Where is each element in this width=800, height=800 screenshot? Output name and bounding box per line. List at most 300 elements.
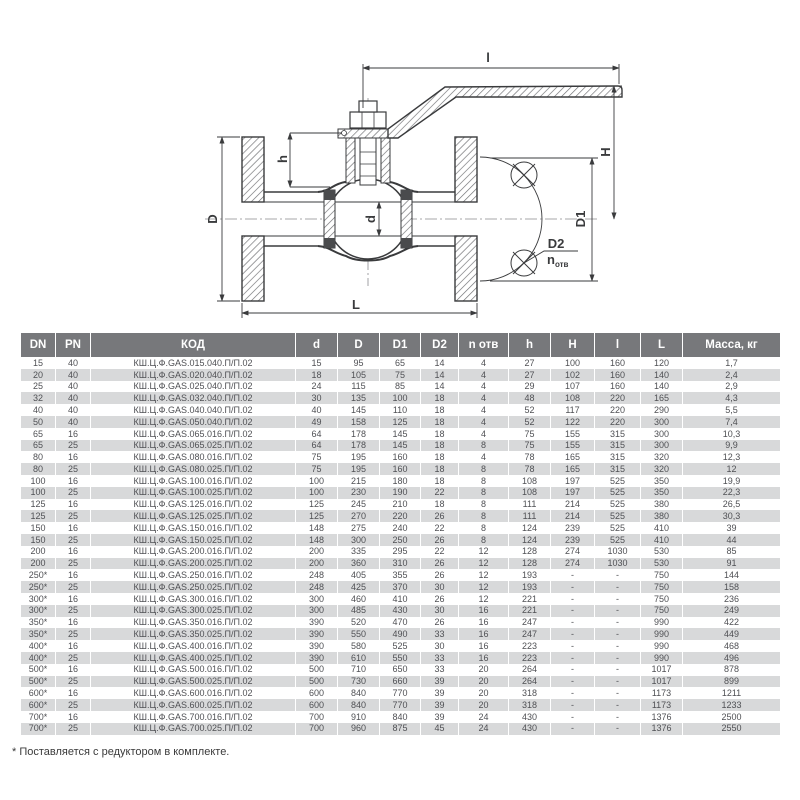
cell: 990 [641,652,683,664]
cell: 140 [641,369,683,381]
cell: 52 [509,404,551,416]
cell: 370 [380,581,421,593]
cell: 122 [551,416,595,428]
cell: 160 [595,357,641,369]
cell: 16 [56,687,91,699]
cell: 300 [296,605,338,617]
cell: 500 [296,664,338,676]
cell: 19,9 [683,475,781,487]
cell: КШ.Ц.Ф.GAS.300.016.П/П.02 [91,593,296,605]
cell: 16 [459,605,509,617]
cell: 124 [509,522,551,534]
cell: 102 [551,369,595,381]
cell: 750 [641,581,683,593]
cell: 250* [21,581,56,593]
cell: 2500 [683,711,781,723]
cell: 128 [509,558,551,570]
cell: 4 [459,416,509,428]
cell: 350* [21,628,56,640]
cell: 24 [459,723,509,735]
label-D2: D2 [547,236,565,251]
cell: 7,4 [683,416,781,428]
cell: 750 [641,569,683,581]
cell: - [595,581,641,593]
cell: 360 [338,558,380,570]
cell: 8 [459,534,509,546]
cell: 315 [595,463,641,475]
cell: 770 [380,687,421,699]
cell: 100 [296,475,338,487]
cell: 64 [296,428,338,440]
cell: 248 [296,581,338,593]
cell: 275 [338,522,380,534]
column-header: Масса, кг [683,333,781,357]
cell: - [595,723,641,735]
cell: 550 [338,628,380,640]
cell: 140 [641,381,683,393]
cell: 16 [56,522,91,534]
cell: 197 [551,475,595,487]
cell: 295 [380,546,421,558]
cell: 15 [21,357,56,369]
cell: КШ.Ц.Ф.GAS.040.040.П/П.02 [91,404,296,416]
cell: 470 [380,617,421,629]
cell: 135 [338,392,380,404]
cell: 30 [421,605,459,617]
cell: - [551,664,595,676]
cell: 530 [641,558,683,570]
cell: КШ.Ц.Ф.GAS.350.025.П/П.02 [91,628,296,640]
column-header: КОД [91,333,296,357]
cell: 210 [380,499,421,511]
cell: 4 [459,428,509,440]
cell: 4 [459,381,509,393]
label-D1: D1 [573,210,588,228]
cell: 410 [380,593,421,605]
cell: КШ.Ц.Ф.GAS.500.016.П/П.02 [91,664,296,676]
cell: 500* [21,664,56,676]
cell: 410 [641,534,683,546]
cell: 335 [338,546,380,558]
cell: КШ.Ц.Ф.GAS.020.040.П/П.02 [91,369,296,381]
cell: 25 [56,605,91,617]
cell: 193 [509,581,551,593]
cell: 26 [421,617,459,629]
cell: 430 [509,723,551,735]
cell: 117 [551,404,595,416]
cell: 100 [551,357,595,369]
cell: 25 [56,581,91,593]
cell: 200 [296,546,338,558]
cell: 64 [296,440,338,452]
cell: 18 [296,369,338,381]
cell: КШ.Ц.Ф.GAS.065.025.П/П.02 [91,440,296,452]
cell: 239 [551,534,595,546]
cell: 16 [459,652,509,664]
cell: 12,3 [683,451,781,463]
cell: КШ.Ц.Ф.GAS.500.025.П/П.02 [91,676,296,688]
table-row [21,593,781,605]
cell: 400* [21,652,56,664]
cell: 264 [509,664,551,676]
cell: 248 [296,569,338,581]
cell: 910 [338,711,380,723]
cell: КШ.Ц.Ф.GAS.150.025.П/П.02 [91,534,296,546]
cell: КШ.Ц.Ф.GAS.125.025.П/П.02 [91,510,296,522]
cell: 1017 [641,664,683,676]
table-row [21,369,781,381]
cell: 4 [459,357,509,369]
label-d: d [363,215,378,223]
cell: КШ.Ц.Ф.GAS.080.025.П/П.02 [91,463,296,475]
dimensions-table-wrap [20,333,780,735]
table-body [21,357,781,735]
cell: 310 [380,558,421,570]
cell: КШ.Ц.Ф.GAS.025.040.П/П.02 [91,381,296,393]
cell: 610 [338,652,380,664]
cell: 75 [380,369,421,381]
table-row [21,487,781,499]
cell: 249 [683,605,781,617]
cell: 39 [421,699,459,711]
cell: 8 [459,463,509,475]
cell: 80 [21,463,56,475]
cell: - [551,605,595,617]
footnote: * Поставляется с редуктором в комплекте. [12,746,230,758]
cell: 840 [380,711,421,723]
cell: 128 [509,546,551,558]
label-L: L [352,297,360,312]
cell: 30 [421,640,459,652]
cell: 33 [421,628,459,640]
cell: 165 [641,392,683,404]
cell: 125 [296,499,338,511]
cell: 600* [21,687,56,699]
column-header: l [595,333,641,357]
cell: - [551,628,595,640]
cell: 315 [595,440,641,452]
cell: 240 [380,522,421,534]
cell: 315 [595,451,641,463]
cell: 200 [21,546,56,558]
table-row [21,687,781,699]
cell: 250* [21,569,56,581]
label-H: H [598,147,613,157]
table-row [21,723,781,735]
cell: 350* [21,617,56,629]
cell: 18 [421,428,459,440]
cell: 26,5 [683,499,781,511]
cell: 390 [296,617,338,629]
cell: 1173 [641,687,683,699]
cell: 108 [551,392,595,404]
cell: 16 [56,546,91,558]
cell: КШ.Ц.Ф.GAS.032.040.П/П.02 [91,392,296,404]
cell: 39 [421,687,459,699]
cell: 990 [641,628,683,640]
cell: 125 [380,416,421,428]
cell: 120 [641,357,683,369]
cell: 26 [421,510,459,522]
cell: 1173 [641,699,683,711]
cell: 115 [338,381,380,393]
cell: - [551,593,595,605]
table-row [21,711,781,723]
cell: 12 [459,593,509,605]
cell: 2,4 [683,369,781,381]
cell: 50 [21,416,56,428]
cell: 840 [338,687,380,699]
table-row [21,522,781,534]
column-header: D1 [380,333,421,357]
cell: 48 [509,392,551,404]
cell: 700 [296,711,338,723]
cell: 100 [296,487,338,499]
cell: 1,7 [683,357,781,369]
cell: 158 [338,416,380,428]
table-row [21,451,781,463]
cell: КШ.Ц.Ф.GAS.065.016.П/П.02 [91,428,296,440]
left-flange [242,137,264,202]
cell: 22 [421,522,459,534]
cell: 12 [459,569,509,581]
cell: 700* [21,723,56,735]
cell: 25 [56,440,91,452]
cell: 16 [56,428,91,440]
cell: 33 [421,652,459,664]
cell: 160 [595,381,641,393]
cell: 8 [459,510,509,522]
cell: КШ.Ц.Ф.GAS.080.016.П/П.02 [91,451,296,463]
cell: 12 [459,546,509,558]
cell: - [595,687,641,699]
cell: 25 [56,558,91,570]
cell: 30,3 [683,510,781,522]
cell: 270 [338,510,380,522]
cell: 239 [551,522,595,534]
cell: 178 [338,428,380,440]
cell: 230 [338,487,380,499]
cell: - [595,676,641,688]
cell: КШ.Ц.Ф.GAS.050.040.П/П.02 [91,416,296,428]
cell: 1030 [595,546,641,558]
cell: КШ.Ц.Ф.GAS.100.016.П/П.02 [91,475,296,487]
cell: - [551,569,595,581]
cell: 214 [551,499,595,511]
cell: 380 [641,510,683,522]
cell: 125 [21,499,56,511]
cell: 221 [509,605,551,617]
cell: 700* [21,711,56,723]
cell: 320 [641,451,683,463]
label-l: l [486,50,490,65]
cell: 525 [595,510,641,522]
cell: 195 [338,463,380,475]
cell: 16 [56,451,91,463]
table-header-row [21,333,781,357]
stem-nut [350,112,386,128]
cell: КШ.Ц.Ф.GAS.100.025.П/П.02 [91,487,296,499]
cell: 78 [509,451,551,463]
table-row [21,617,781,629]
cell: 16 [56,475,91,487]
cell: 40 [296,404,338,416]
cell: 22,3 [683,487,781,499]
table-row [21,546,781,558]
cell: 600 [296,699,338,711]
table-row [21,404,781,416]
table-row [21,640,781,652]
cell: 16 [459,628,509,640]
cell: 145 [380,440,421,452]
cell: 25 [56,676,91,688]
cell: 40 [56,416,91,428]
cell: 25 [56,652,91,664]
cell: 1211 [683,687,781,699]
cell: 600* [21,699,56,711]
cell: 26 [421,558,459,570]
cell: 525 [595,487,641,499]
cell: 18 [421,451,459,463]
cell: 18 [421,404,459,416]
cell: 422 [683,617,781,629]
cell: 26 [421,534,459,546]
cell: 25 [56,723,91,735]
cell: КШ.Ц.Ф.GAS.600.016.П/П.02 [91,687,296,699]
cell: - [595,711,641,723]
column-header: PN [56,333,91,357]
cell: 197 [551,487,595,499]
column-header: L [641,333,683,357]
cell: 39 [421,711,459,723]
cell: 124 [509,534,551,546]
cell: 200 [21,558,56,570]
column-header: D2 [421,333,459,357]
cell: 108 [509,487,551,499]
cell: 220 [595,404,641,416]
cell: 300 [641,428,683,440]
cell: 20 [459,676,509,688]
stem-housing [346,138,355,183]
cell: 30 [421,581,459,593]
cell: 990 [641,640,683,652]
cell: 16 [459,640,509,652]
cell: 700 [296,723,338,735]
cell: 220 [595,392,641,404]
cell: 350 [641,487,683,499]
cell: 520 [338,617,380,629]
cell: 148 [296,522,338,534]
dimensions-table [20,333,781,735]
cell: 221 [509,593,551,605]
cell: 16 [56,569,91,581]
cell: 25 [56,628,91,640]
cell: 878 [683,664,781,676]
cell: - [595,617,641,629]
cell: - [595,628,641,640]
cell: 33 [421,664,459,676]
cell: 750 [641,605,683,617]
cell: - [595,652,641,664]
cell: 300 [296,593,338,605]
cell: 264 [509,676,551,688]
cell: 20 [459,699,509,711]
cell: КШ.Ц.Ф.GAS.300.025.П/П.02 [91,605,296,617]
cell: 91 [683,558,781,570]
cell: - [551,652,595,664]
cell: - [595,605,641,617]
column-header: d [296,333,338,357]
cell: 160 [380,463,421,475]
cell: 195 [338,451,380,463]
table-row [21,569,781,581]
cell: 190 [380,487,421,499]
cell: 12 [459,581,509,593]
cell: - [551,699,595,711]
cell: 10,3 [683,428,781,440]
cell: 100 [21,487,56,499]
cell: - [551,711,595,723]
cell: 1376 [641,711,683,723]
cell: 65 [380,357,421,369]
label-h: h [275,155,290,163]
cell: 155 [551,428,595,440]
cell: 274 [551,558,595,570]
cell: 525 [595,499,641,511]
cell: 150 [21,534,56,546]
cell: 40 [56,357,91,369]
cell: 155 [551,440,595,452]
table-row [21,534,781,546]
cell: 8 [459,440,509,452]
cell: - [551,723,595,735]
cell: 960 [338,723,380,735]
cell: 490 [380,628,421,640]
cell: 5,5 [683,404,781,416]
cell: 107 [551,381,595,393]
cell: 25 [56,699,91,711]
cell: 18 [421,440,459,452]
cell: 75 [296,463,338,475]
table-row [21,652,781,664]
right-flange [455,137,477,202]
cell: 9,9 [683,440,781,452]
column-header: n отв [459,333,509,357]
cell: 12 [459,558,509,570]
cell: 1233 [683,699,781,711]
cell: 710 [338,664,380,676]
cell: 899 [683,676,781,688]
cell: 25 [21,381,56,393]
cell: 110 [380,404,421,416]
cell: 14 [421,369,459,381]
cell: 247 [509,628,551,640]
cell: 16 [56,593,91,605]
cell: 49 [296,416,338,428]
cell: - [551,581,595,593]
cell: 1030 [595,558,641,570]
cell: 15 [296,357,338,369]
cell: 425 [338,581,380,593]
cell: КШ.Ц.Ф.GAS.200.025.П/П.02 [91,558,296,570]
cell: 750 [641,593,683,605]
cell: 318 [509,699,551,711]
cell: - [551,640,595,652]
column-header: h [509,333,551,357]
table-row [21,510,781,522]
cell: 390 [296,640,338,652]
table-row [21,381,781,393]
